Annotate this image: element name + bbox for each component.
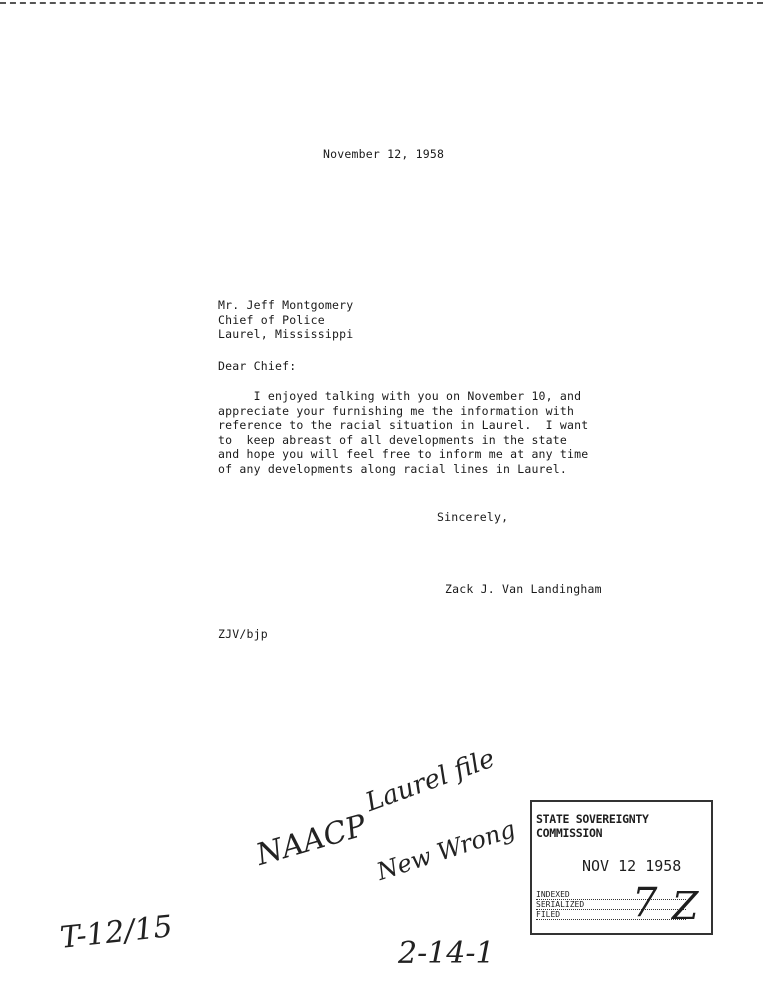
recipient-name: Mr. Jeff Montgomery	[218, 298, 354, 312]
body-line: reference to the racial situation in Laurel. I want	[218, 418, 589, 433]
typist-initials: ZJV/bjp	[218, 627, 268, 641]
handwritten-t-note: T-12/15	[58, 909, 175, 956]
recipient-title: Chief of Police	[218, 312, 325, 327]
stamp-checkmark-icon: 7	[632, 880, 658, 926]
body-line: to keep abreast of all developments in the state	[218, 432, 568, 447]
stamp-filed: FILED	[536, 910, 686, 920]
handwritten-file-number: 2-14-1	[398, 936, 495, 971]
recipient-address	[218, 298, 353, 342]
letter-body	[218, 389, 588, 477]
recipient-city: Laurel, Mississippi	[218, 327, 354, 342]
body-line: of any developments along racial lines in Laurel.	[218, 461, 568, 476]
salutation: Dear Chief:	[218, 359, 297, 373]
handwritten-naacp: NAACP	[252, 808, 371, 873]
letter-date: November 12, 1958	[323, 147, 445, 161]
page-top-border	[0, 2, 763, 6]
stamp-serialized: SERIALIZED	[536, 900, 686, 910]
body-line: I enjoyed talking with you on November 10, and	[218, 389, 582, 403]
handwritten-laurel-file: Laurel file	[361, 743, 499, 818]
body-line: and hope you will feel free to inform me at any time	[218, 447, 589, 462]
signer-name: Zack J. Van Landingham	[445, 582, 602, 596]
commission-stamp	[530, 800, 713, 935]
stamp-indexed: INDEXED	[536, 890, 686, 900]
stamp-initials-icon: Z	[672, 884, 699, 928]
body-line: appreciate your furnishing me the information with	[218, 403, 575, 418]
stamp-header: STATE SOVEREIGNTY COMMISSION	[536, 812, 649, 840]
stamp-date: NOV 12 1958	[582, 857, 682, 875]
handwritten-new: New Wrong	[373, 814, 519, 886]
stamp-lines	[536, 890, 686, 920]
closing: Sincerely,	[437, 510, 509, 524]
